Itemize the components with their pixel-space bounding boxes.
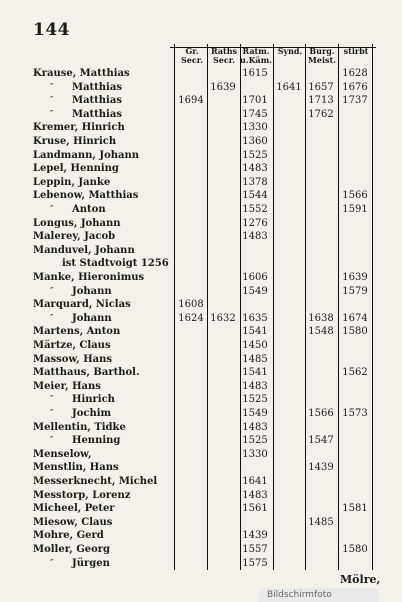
ditto-mark: ″ [50, 313, 54, 324]
column-rule [338, 44, 339, 570]
entry-name: Johann [72, 285, 112, 297]
year-rs: 1632 [210, 312, 236, 324]
year-rk: 1450 [242, 340, 268, 351]
year-rk: 1439 [242, 530, 268, 542]
ditto-mark: ″ [50, 286, 54, 297]
ditto-mark: ″ [50, 82, 54, 93]
entry-name: Marquard, Niclas [33, 299, 131, 311]
entry-name: Menselow, [33, 448, 92, 460]
entry-name: Matthaus, Barthol. [33, 367, 140, 379]
year-rk: 1330 [242, 122, 268, 134]
entry-name: Johann [72, 312, 112, 324]
entry-name: Longus, Johann [33, 217, 121, 229]
year-rk: 1378 [242, 176, 268, 188]
year-rk: 1483 [242, 231, 268, 243]
entry-name: Manduvel, Johann [33, 244, 135, 256]
year-st: 1628 [342, 68, 368, 79]
year-st: 1581 [342, 503, 368, 515]
year-st: 1591 [342, 204, 368, 215]
year-rk: 1525 [242, 149, 268, 161]
year-rk: 1561 [242, 503, 268, 515]
year-st: 1639 [342, 272, 368, 283]
entry-name: Manke, Hieronimus [33, 272, 145, 283]
year-gs: 1608 [178, 299, 204, 311]
entry-name: Massow, Hans [33, 353, 113, 365]
entry-name: Hinrich [72, 394, 115, 406]
year-bm: 1713 [308, 95, 334, 107]
year-bm: 1439 [308, 462, 334, 474]
ditto-mark: ″ [50, 409, 54, 419]
entry-name: Matthias [72, 81, 122, 93]
year-rk: 1276 [242, 217, 268, 229]
year-rk: 1745 [242, 108, 268, 120]
entry-name: Meier, Hans [33, 380, 101, 392]
year-st: 1566 [342, 190, 368, 202]
year-st: 1573 [342, 408, 368, 419]
year-rk: 1330 [242, 448, 268, 460]
year-rk: 1483 [242, 163, 268, 175]
year-gs: 1694 [178, 95, 204, 107]
header-rk: Ratm. u.Käm. [240, 46, 272, 65]
entry-name: Lepel, Henning [33, 163, 119, 175]
entry-name: Landmann, Johann [33, 149, 140, 161]
year-rk: 1701 [242, 95, 268, 107]
entry-name: Krause, Matthias [33, 68, 130, 79]
entry-name: Malerey, Jacob [33, 231, 116, 243]
year-rk: 1615 [242, 68, 268, 79]
year-st: 1580 [342, 544, 368, 555]
column-rule [207, 44, 208, 570]
column-rule [372, 44, 373, 570]
entry-name: Leppin, Janke [33, 176, 111, 188]
year-st: 1562 [342, 367, 368, 379]
entry-name: Martens, Anton [33, 326, 121, 338]
year-st: 1676 [342, 81, 368, 93]
entry-name: ist Stadtvoigt 1256 [62, 258, 169, 270]
column-rule [174, 44, 175, 570]
year-rk: 1606 [242, 272, 268, 283]
year-rs: 1639 [210, 81, 236, 93]
ditto-mark: ″ [50, 205, 54, 215]
year-rk: 1483 [242, 380, 268, 392]
year-rk: 1525 [242, 394, 268, 406]
year-bm: 1548 [308, 326, 334, 338]
column-rule [305, 44, 306, 570]
screenshot-watermark: Bildschirmfoto [259, 588, 379, 602]
year-rk: 1641 [242, 476, 268, 487]
year-rk: 1549 [242, 285, 268, 297]
year-bm: 1638 [308, 312, 334, 324]
ditto-mark: ″ [50, 558, 54, 569]
year-rk: 1360 [242, 136, 268, 147]
year-bm: 1485 [308, 516, 334, 528]
year-rk: 1483 [242, 489, 268, 501]
year-bm: 1657 [308, 81, 334, 93]
year-rk: 1549 [242, 408, 268, 419]
entry-name: Anton [72, 204, 106, 215]
year-rk: 1575 [242, 557, 268, 569]
entry-name: Jürgen [72, 557, 110, 569]
entry-name: Messerknecht, Michel [33, 476, 158, 487]
entry-name: Märtze, Claus [33, 340, 111, 351]
ditto-mark: ″ [50, 436, 54, 447]
year-rk: 1525 [242, 435, 268, 447]
year-bm: 1762 [308, 108, 334, 120]
entry-name: Moller, Georg [33, 544, 111, 555]
ditto-mark: ″ [50, 109, 54, 120]
year-rk: 1485 [242, 353, 268, 365]
year-rk: 1483 [242, 421, 268, 433]
year-st: 1674 [342, 312, 368, 324]
ditto-mark: ″ [50, 395, 54, 406]
year-st: 1580 [342, 326, 368, 338]
entry-name: Mellentin, Tidke [33, 421, 126, 433]
year-rk: 1557 [242, 544, 268, 555]
year-bm: 1547 [308, 435, 334, 447]
entry-name: Mohre, Gerd [33, 530, 104, 542]
column-rule [273, 44, 274, 570]
entry-name: Messtorp, Lorenz [33, 489, 131, 501]
header-st: stirbt [343, 46, 369, 56]
entry-name: Menstlin, Hans [33, 462, 119, 474]
year-rk: 1635 [242, 312, 268, 324]
ditto-mark: ″ [50, 96, 54, 107]
year-gs: 1624 [178, 312, 204, 324]
entry-name: Henning [72, 435, 121, 447]
entry-name: Miesow, Claus [33, 516, 113, 528]
year-rk: 1544 [242, 190, 268, 202]
entry-name: Micheel, Peter [33, 503, 115, 515]
year-rk: 1552 [242, 204, 268, 215]
year-rk: 1541 [242, 326, 268, 338]
entry-name: Kruse, Hinrich [33, 136, 117, 147]
year-sy: 1641 [276, 81, 302, 93]
year-st: 1737 [342, 95, 368, 107]
year-rk: 1541 [242, 367, 268, 379]
year-st: 1579 [342, 285, 368, 297]
entry-name: Matthias [72, 95, 122, 107]
header-sy: Synd. [277, 46, 303, 56]
page-number: 144 [33, 20, 70, 40]
entry-name: Lebenow, Matthias [33, 190, 139, 202]
catchword: Mölre, [340, 573, 381, 586]
header-gs: Gr. Secr. [180, 46, 203, 65]
entry-name: Jochim [72, 408, 112, 419]
year-bm: 1566 [308, 408, 334, 419]
entry-name: Kremer, Hinrich [33, 122, 125, 134]
header-rs: Raths Secr. [210, 46, 238, 65]
entry-name: Matthias [72, 108, 122, 120]
header-bm: Burg. Meist. [308, 46, 336, 65]
